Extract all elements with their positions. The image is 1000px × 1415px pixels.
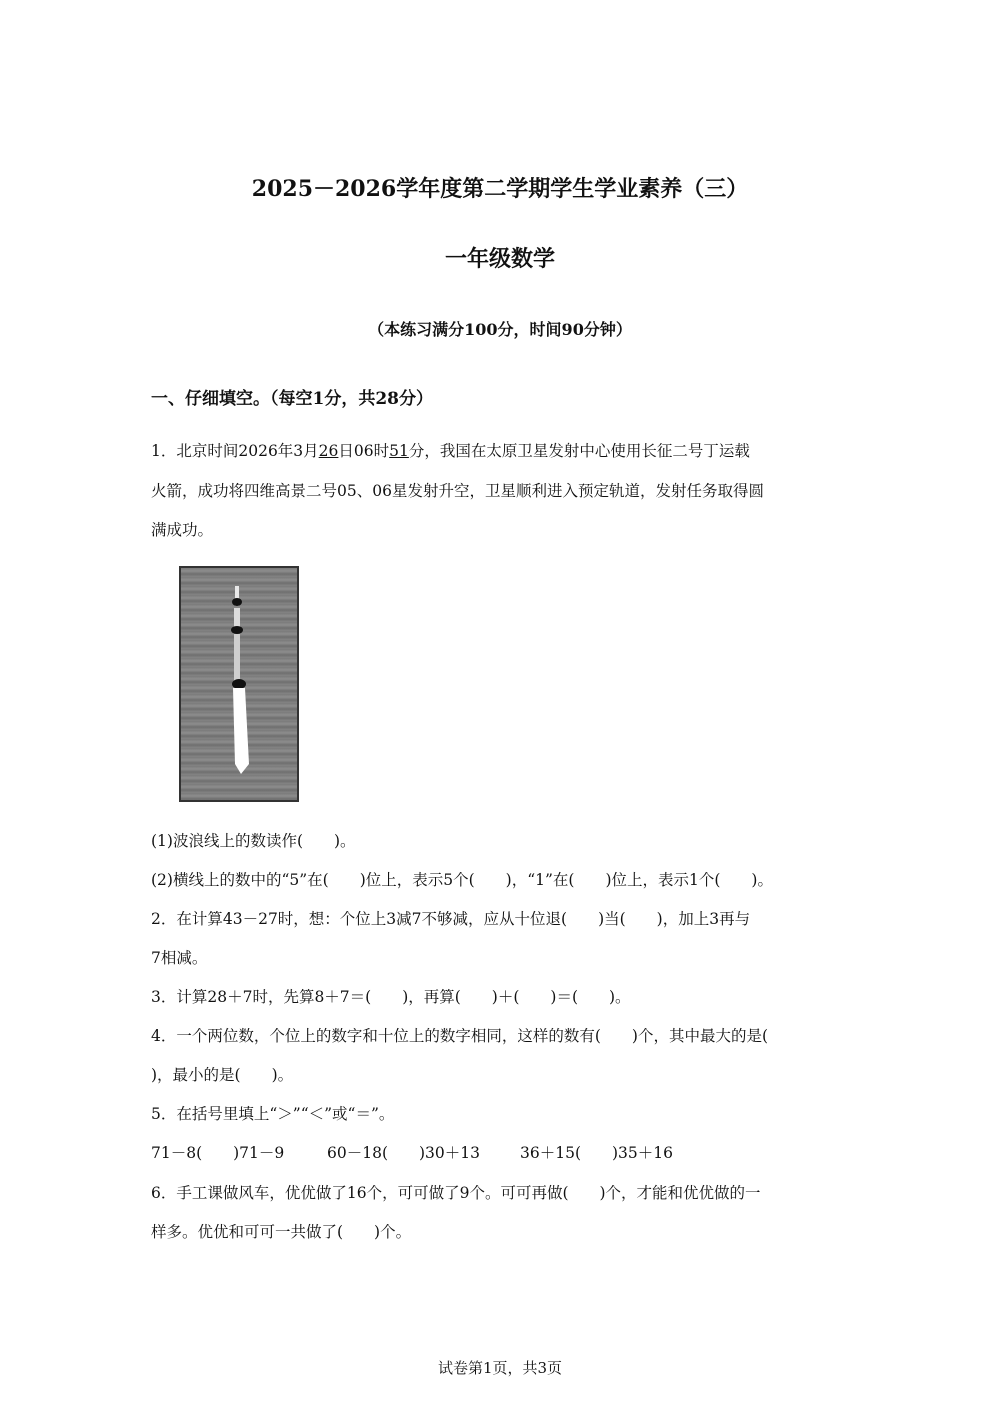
- question-4-line-2: )，最小的是( )。: [151, 1066, 294, 1084]
- question-5-line-1: 5．在括号里填上“＞”“＜”或“＝”。: [151, 1105, 395, 1123]
- question-4-line-1: 4．一个两位数，个位上的数字和十位上的数字相同，这样的数有( )个，其中最大的是(: [151, 1027, 769, 1045]
- rocket-icon: [181, 568, 297, 800]
- exam-title: 2025－2026学年度第二学期学生学业素养（三）: [251, 176, 749, 202]
- question-1-line-1: [151, 439, 750, 461]
- question-2-line-2: 7相减。: [151, 949, 208, 967]
- question-5-item-3: 36＋15( )35＋16: [520, 1144, 673, 1162]
- rocket-launch-photo: [179, 566, 299, 802]
- question-1-text-a: 1．北京时间2026年3月: [151, 442, 319, 460]
- question-1-sub-2: (2)横线上的数中的“5”在( )位上，表示5个( )，“1”在( )位上，表示1个( )。: [151, 871, 773, 889]
- question-5-item-1: 71－8( )71－9: [151, 1144, 285, 1162]
- question-6-line-2: 样多。优优和可可一共做了( )个。: [151, 1223, 412, 1241]
- question-2-line-1: 2．在计算43－27时，想：个位上3减7不够减，应从十位退( )当( )，加上3再与: [151, 910, 751, 928]
- underlined-number: 51: [389, 442, 409, 460]
- question-1-sub-1: (1)波浪线上的数读作( )。: [151, 832, 356, 850]
- wavy-number: 26: [318, 442, 339, 460]
- page-footer: 试卷第1页，共3页: [437, 1359, 563, 1377]
- question-3-line-1: 3．计算28＋7时，先算8＋7＝( )，再算( )＋( )＝( )。: [151, 988, 631, 1006]
- exam-subtitle: 一年级数学: [444, 246, 555, 272]
- section-heading: 一、仔细填空。（每空1分，共28分）: [151, 389, 433, 409]
- question-1-line-2: 火箭，成功将四维高景二号05、06星发射升空，卫星顺利进入预定轨道，发射任务取得圆: [151, 482, 764, 500]
- question-5-item-2: 60－18( )30＋13: [327, 1144, 480, 1162]
- question-1-text-b: 日06时: [338, 442, 390, 460]
- question-6-line-1: 6．手工课做风车，优优做了16个，可可做了9个。可可再做( )个，才能和优优做的一: [151, 1184, 761, 1202]
- question-1-text-c: 分，我国在太原卫星发射中心使用长征二号丁运载: [408, 442, 750, 460]
- question-1-line-3: 满成功。: [151, 521, 214, 539]
- exam-note: （本练习满分100分，时间90分钟）: [368, 320, 632, 339]
